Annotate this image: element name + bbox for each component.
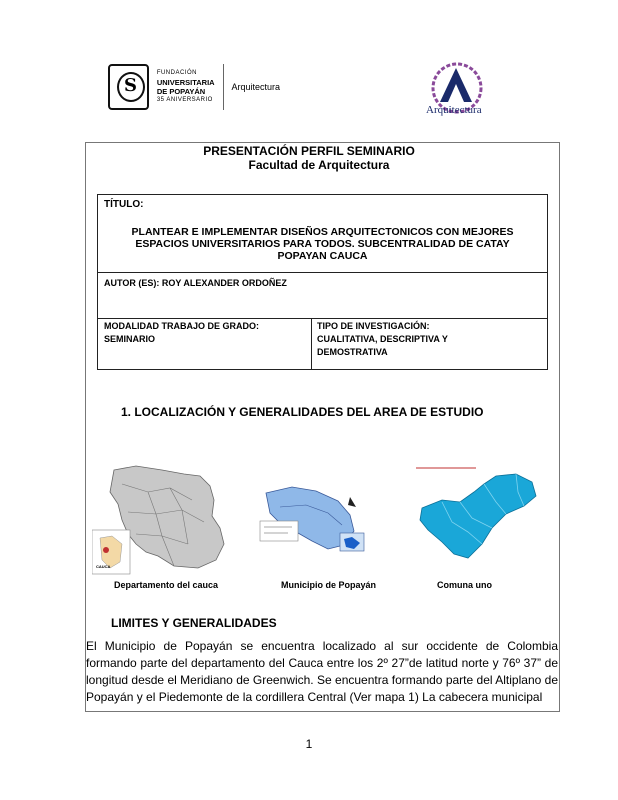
research-type-label: TIPO DE INVESTIGACIÓN: (317, 321, 430, 331)
caption-comuna: Comuna uno (437, 580, 492, 590)
document-subheading: Facultad de Arquitectura (248, 158, 390, 172)
page-number: 1 (305, 737, 313, 751)
limits-heading: LIMITES Y GENERALIDADES (111, 616, 277, 630)
author-field: AUTOR (ES): ROY ALEXANDER ORDOÑEZ (104, 278, 287, 288)
university-logo (108, 62, 280, 112)
body-paragraph: El Municipio de Popayán se encuentra localizado al sur occidente de Colombia formando parte del departamento del Cauca entre los 2º 27”de latitud norte y 76º 37” de longitud desde el Meridiano de Greenwich. Se encuentra formando parte del Altiplano de Popayán y el Piedemonte de la cordillera Central (Ver mapa 1) La cabecera municipal (86, 639, 558, 704)
map-popayan-municipality (258, 483, 378, 565)
caption-municipality: Municipio de Popayán (281, 580, 377, 590)
faculty-tag: Arquitectura (231, 82, 280, 92)
architecture-logo: Arquitectura (420, 58, 494, 122)
section-heading: 1. LOCALIZACIÓN Y GENERALIDADES DEL AREA DE ESTUDIO (121, 405, 484, 419)
logo-divider (223, 64, 224, 110)
research-type-value-1: CUALITATIVA, DESCRIPTIVA Y (317, 334, 448, 344)
caption-department: Departamento del cauca (114, 580, 219, 590)
research-title: PLANTEAR E IMPLEMENTAR DISEÑOS ARQUITECTONICOS CON MEJORES ESPACIOS UNIVERSITARIOS PARA TODOS. SUBCENTRALIDAD DE CATAY POPAYAN CAUCA (131, 226, 514, 262)
research-type-value-2: DEMOSTRATIVA (317, 347, 388, 357)
modality-label: MODALIDAD TRABAJO DE GRADO: (104, 321, 259, 331)
document-heading: PRESENTACIÓN PERFIL SEMINARIO (203, 144, 415, 158)
map-cauca-department: CAUCA (92, 464, 240, 576)
university-seal-icon: S (108, 64, 149, 110)
map-comuna-uno (412, 462, 544, 570)
title-label: TÍTULO: (104, 199, 144, 210)
modality-value: SEMINARIO (104, 334, 156, 344)
foundation-name: FUNDACIÓN UNIVERSITARIA DE POPAYÁN 35 ANIVERSARIO (156, 70, 215, 103)
